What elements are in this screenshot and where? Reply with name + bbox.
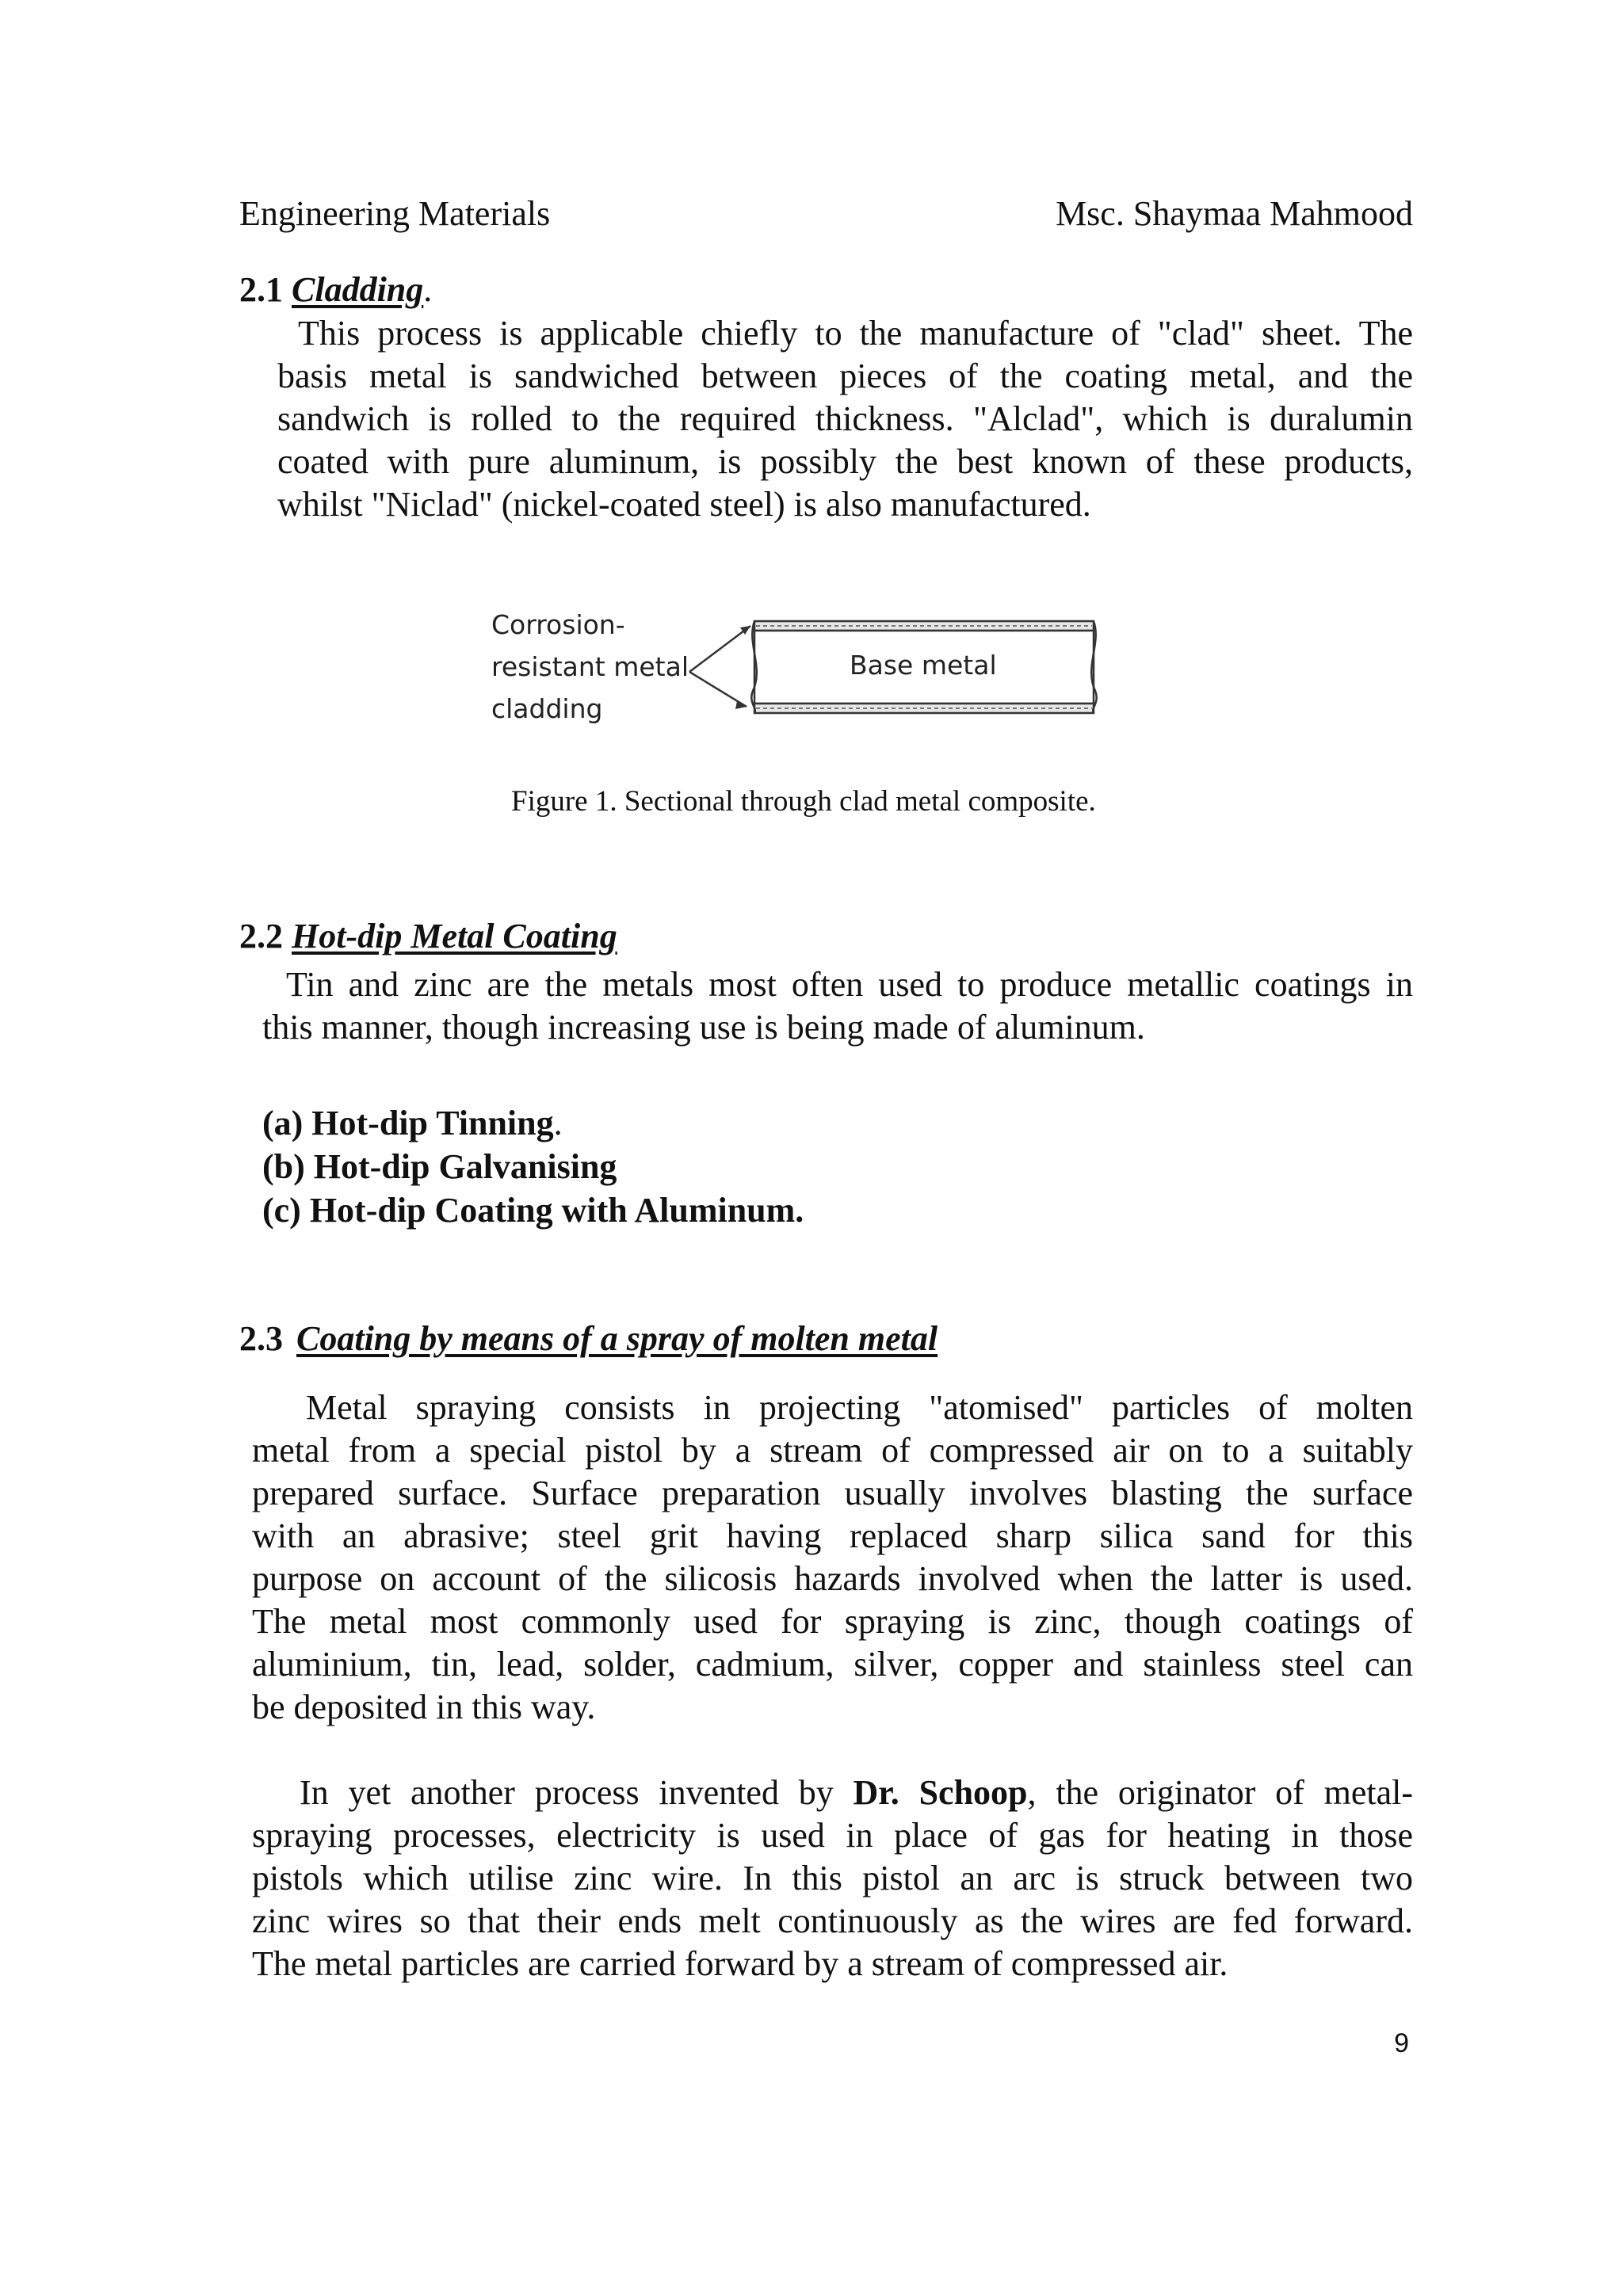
list-item: [262, 1145, 804, 1188]
paragraph-line: Metal spraying consists in projecting "atomised" particles of molten: [306, 1388, 1413, 1427]
text-run: In yet another process invented by: [300, 1773, 854, 1812]
header-author: Msc. Shaymaa Mahmood: [1056, 194, 1413, 233]
section-title: Hot-dip Metal Coating: [292, 917, 617, 955]
paragraph-line: Tin and zinc are the metals most often used to produce metallic coatings in: [286, 965, 1413, 1004]
list-item-punct: .: [553, 1104, 563, 1142]
paragraph-line: [252, 1772, 1413, 1814]
section-number: 2.2: [239, 917, 283, 955]
paragraph-line: prepared surface. Surface preparation usually involves blasting the surface: [252, 1474, 1413, 1512]
list-item: [262, 1188, 804, 1232]
paragraph-line: aluminium, tin, lead, solder, cadmium, silver, copper and stainless steel can: [252, 1645, 1413, 1684]
paragraph-line: The metal most commonly used for spraying is zinc, though coatings of: [252, 1602, 1413, 1641]
paragraph-line: with an abrasive; steel grit having replaced sharp silica sand for this: [252, 1516, 1413, 1555]
figure-label-line: cladding: [491, 693, 603, 724]
section-2-2-heading: [239, 916, 617, 956]
section-title-punct: .: [423, 270, 433, 309]
list-item-text: (b) Hot-dip Galvanising: [262, 1147, 617, 1186]
figure-base-metal-label: Base metal: [850, 650, 997, 681]
list-item: [262, 1101, 804, 1145]
header-course-title: Engineering Materials: [239, 194, 551, 233]
paragraph-line: spraying processes, electricity is used in place of gas for heating in those: [252, 1816, 1413, 1855]
paragraph-line: sandwich is rolled to the required thickness. "Alclad", which is duralumin: [277, 399, 1413, 438]
figure-label-line: resistant metal: [491, 651, 689, 682]
paragraph-line: whilst "Niclad" (nickel-coated steel) is also manufactured.: [277, 485, 1091, 524]
section-number: 2.3: [239, 1319, 283, 1358]
section-2-3-heading: [239, 1318, 938, 1359]
paragraph-line: zinc wires so that their ends melt continuously as the wires are fed forward.: [252, 1901, 1413, 1940]
list-item-text: (a) Hot-dip Tinning: [262, 1104, 554, 1142]
section-2-2-paragraph: [262, 963, 1413, 1049]
paragraph-line: basis metal is sandwiched between pieces of the coating metal, and the: [277, 357, 1413, 395]
paragraph-line: this manner, though increasing use is being made of aluminum.: [262, 1008, 1145, 1047]
figure-diagram-graphic: [485, 596, 1119, 730]
section-2-3-paragraph-2: [252, 1772, 1413, 1985]
text-run: , the originator of metal-: [1027, 1773, 1413, 1812]
figure-1-clad-diagram: [485, 596, 1119, 730]
list-item-text: (c) Hot-dip Coating with Aluminum.: [262, 1191, 804, 1230]
paragraph-line: coated with pure aluminum, is possibly the best known of these products,: [277, 442, 1413, 481]
paragraph-line: This process is applicable chiefly to the manufacture of "clad" sheet. The: [298, 314, 1413, 353]
paragraph-line: be deposited in this way.: [252, 1688, 596, 1726]
section-2-1-heading: [239, 269, 432, 310]
arrow-top-line: [689, 626, 750, 672]
hot-dip-methods-list: [262, 1101, 804, 1232]
section-number: 2.1: [239, 270, 283, 309]
inventor-name: Dr. Schoop: [853, 1773, 1028, 1812]
section-2-3-paragraph-1: [252, 1386, 1413, 1729]
paragraph-line: purpose on account of the silicosis hazards involved when the latter is used.: [252, 1559, 1413, 1598]
figure-label-line: Corrosion-: [491, 609, 625, 640]
section-2-1-paragraph: [277, 312, 1413, 526]
page-number: 9: [1394, 2028, 1409, 2058]
figure-1-caption: Figure 1. Sectional through clad metal composite.: [511, 785, 1096, 818]
arrow-bottom-line: [689, 672, 747, 707]
paragraph-line: pistols which utilise zinc wire. In this pistol an arc is struck between two: [252, 1859, 1413, 1897]
section-title: Cladding: [292, 270, 424, 309]
paragraph-line: The metal particles are carried forward by a stream of compressed air.: [252, 1944, 1228, 1983]
paragraph-line: metal from a special pistol by a stream of compressed air on to a suitably: [252, 1431, 1413, 1470]
section-title: Coating by means of a spray of molten metal: [296, 1319, 938, 1358]
